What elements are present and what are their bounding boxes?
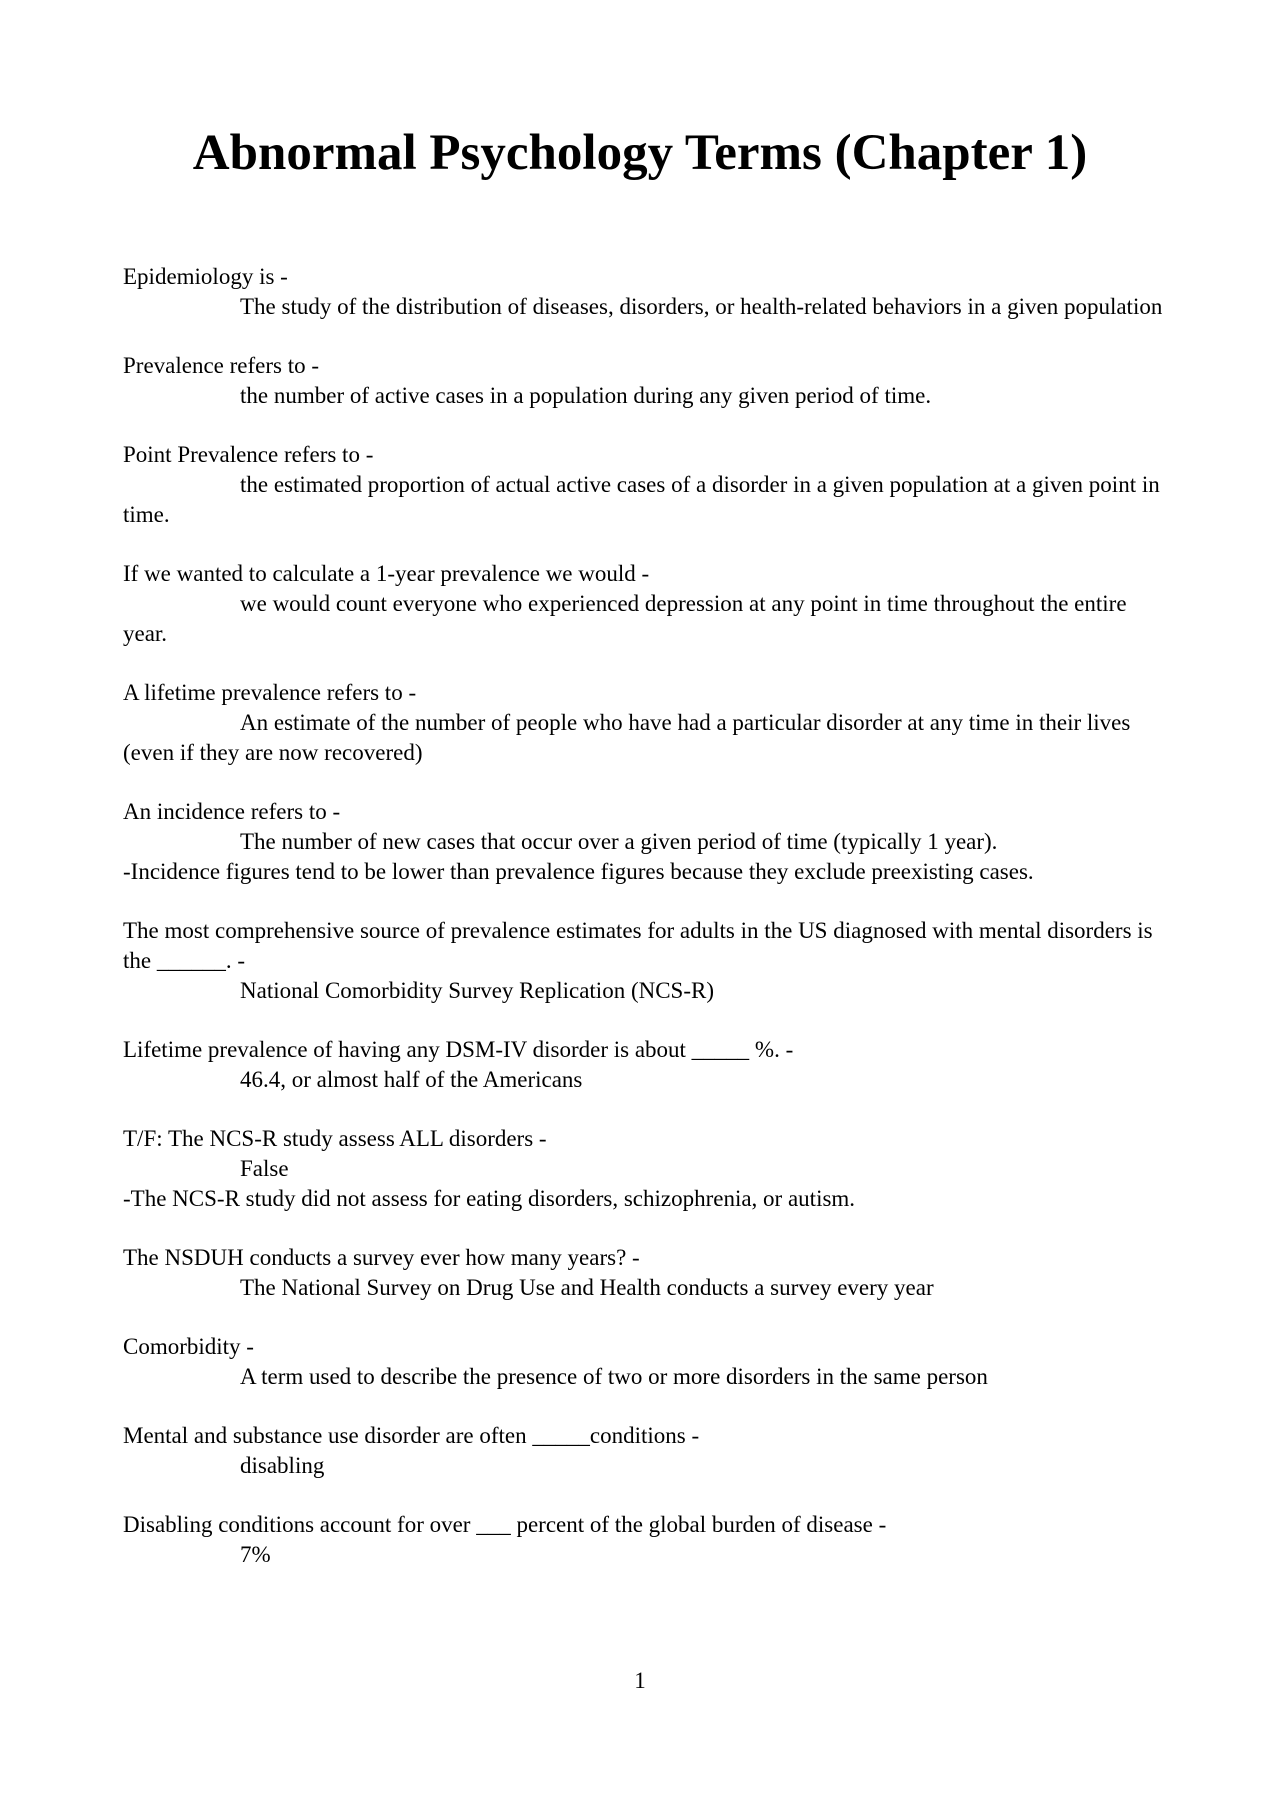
term-question: Lifetime prevalence of having any DSM-IV disorder is about _____ %. - <box>123 1037 794 1062</box>
term-answer: 46.4, or almost half of the Americans <box>240 1067 583 1092</box>
term-entry-point-prevalence <box>123 440 1173 530</box>
term-question: An incidence refers to - <box>123 799 341 824</box>
term-answer: the estimated proportion of actual active cases of a disorder in a given population at a given point in time. <box>123 472 1160 527</box>
term-question: Prevalence refers to - <box>123 353 320 378</box>
term-entry-nsduh <box>123 1243 1173 1303</box>
page-title: Abnormal Psychology Terms (Chapter 1) <box>192 125 1088 181</box>
term-answer: An estimate of the number of people who have had a particular disorder at any time in their lives (even if they are now recovered) <box>123 710 1131 765</box>
term-question: Point Prevalence refers to - <box>123 442 374 467</box>
term-answer: A term used to describe the presence of two or more disorders in the same person <box>240 1364 988 1389</box>
term-question: The NSDUH conducts a survey ever how many years? - <box>123 1245 640 1270</box>
term-question: If we wanted to calculate a 1-year prevalence we would - <box>123 561 650 586</box>
term-answer: The number of new cases that occur over a given period of time (typically 1 year). <box>240 829 998 854</box>
term-question: Mental and substance use disorder are often _____conditions - <box>123 1423 700 1448</box>
page-number: 1 <box>634 1668 646 1693</box>
term-answer: the number of active cases in a population during any given period of time. <box>240 383 932 408</box>
term-note: -The NCS-R study did not assess for eating disorders, schizophrenia, or autism. <box>123 1186 856 1211</box>
term-answer: The study of the distribution of diseases, disorders, or health-related behaviors in a given population <box>240 294 1163 319</box>
term-entry-comorbidity <box>123 1332 1173 1392</box>
term-entry-disabling-conditions <box>123 1421 1173 1481</box>
term-entry-epidemiology <box>123 262 1173 322</box>
term-entry-ncs-r-all-disorders <box>123 1124 1173 1214</box>
term-entry-one-year-prevalence <box>123 559 1173 649</box>
term-entry-lifetime-prevalence <box>123 678 1173 768</box>
term-question: Comorbidity - <box>123 1334 254 1359</box>
term-question: Disabling conditions account for over ___ percent of the global burden of disease - <box>123 1512 887 1537</box>
term-question: Epidemiology is - <box>123 264 288 289</box>
terms-list <box>123 262 1173 1599</box>
term-answer: False <box>240 1156 289 1181</box>
term-entry-global-burden <box>123 1510 1173 1570</box>
term-entry-prevalence <box>123 351 1173 411</box>
term-answer: National Comorbidity Survey Replication (NCS-R) <box>240 978 715 1003</box>
term-answer: 7% <box>240 1542 271 1567</box>
term-answer: we would count everyone who experienced depression at any point in time throughout the entire year. <box>123 591 1127 646</box>
term-question: A lifetime prevalence refers to - <box>123 680 417 705</box>
term-question: The most comprehensive source of prevalence estimates for adults in the US diagnosed with mental disorders is the ______. - <box>123 918 1153 973</box>
term-entry-dsm-iv-lifetime <box>123 1035 1173 1095</box>
term-question: T/F: The NCS-R study assess ALL disorders - <box>123 1126 547 1151</box>
term-answer: disabling <box>240 1453 325 1478</box>
term-entry-ncs-r-source <box>123 916 1173 1006</box>
term-note: -Incidence figures tend to be lower than prevalence figures because they exclude preexisting cases. <box>123 859 1034 884</box>
term-answer: The National Survey on Drug Use and Health conducts a survey every year <box>240 1275 934 1300</box>
term-entry-incidence <box>123 797 1173 887</box>
